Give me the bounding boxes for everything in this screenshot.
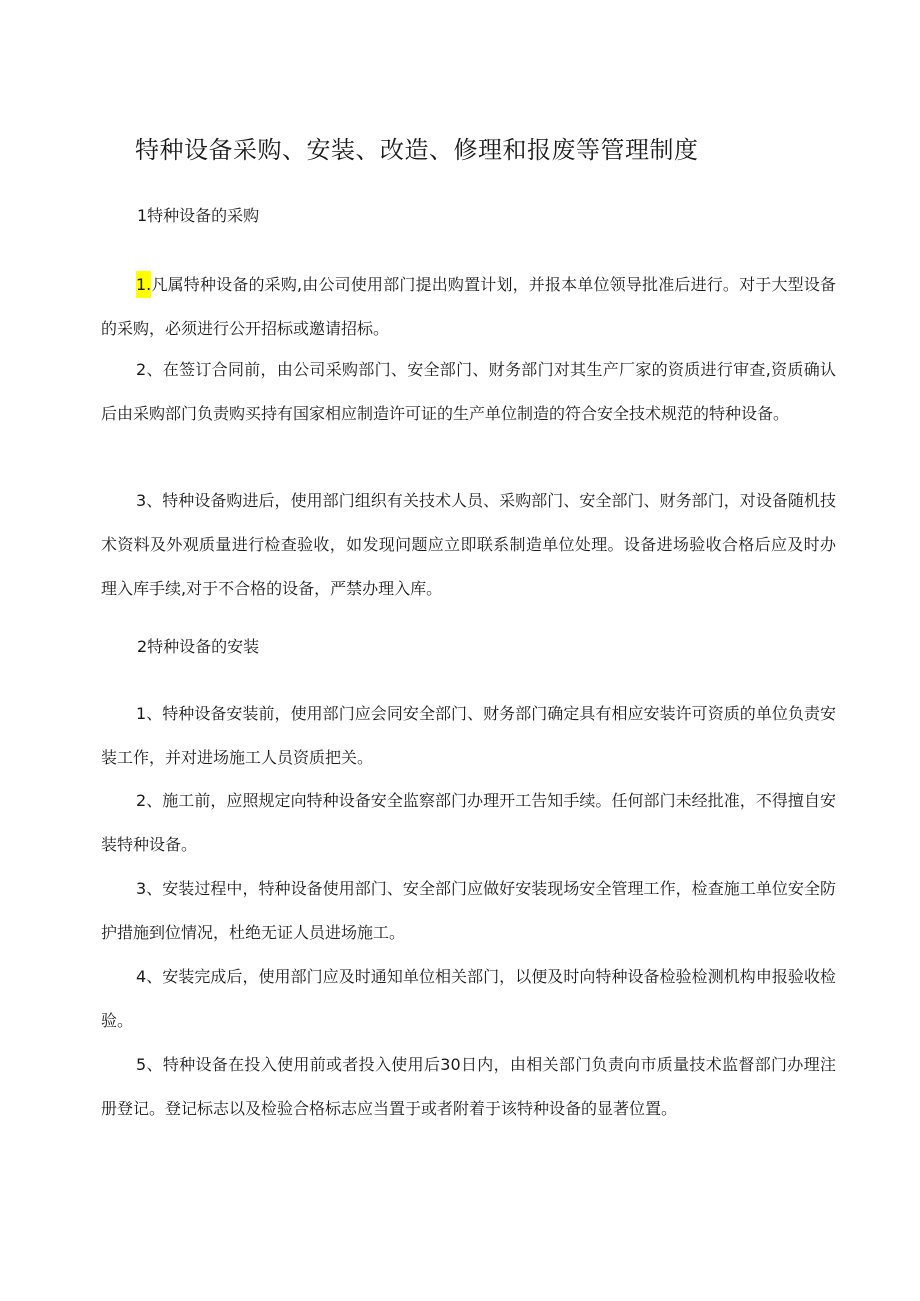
paragraph-installation-3: 3、安装过程中，特种设备使用部门、安全部门应做好安装现场安全管理工作，检查施工单位安全防护措施到位情况，杜绝无证人员进场施工。 (101, 879, 836, 942)
paragraph-installation-1: 1、特种设备安装前，使用部门应会同安全部门、财务部门确定具有相应安装许可资质的单位负责安装工作，并对进场施工人员资质把关。 (101, 704, 836, 767)
paragraph-procurement-2: 2、在签订合同前，由公司采购部门、安全部门、财务部门对其生产厂家的资质进行审查,资质确认后由采购部门负责购买持有国家相应制造许可证的生产单位制造的符合安全技术规范的特种设备。 (101, 360, 836, 423)
paragraph-text: 凡属特种设备的采购,由公司使用部门提出购置计划，并报本单位领导批准后进行。对于大型设备的采购，必须进行公开招标或邀请招标。 (101, 275, 836, 338)
paragraph-procurement-3: 3、特种设备购进后，使用部门组织有关技术人员、采购部门、安全部门、财务部门，对设备随机技术资料及外观质量进行检查验收，如发现问题应立即联系制造单位处理。设备进场验收合格后应及时办理入库手续,对于不合格的设备，严禁办理入库。 (101, 491, 836, 598)
paragraph-installation-5: 5、特种设备在投入使用前或者投入使用后30日内，由相关部门负责向市质量技术监督部门办理注册登记。登记标志以及检验合格标志应当置于或者附着于该特种设备的显著位置。 (101, 1055, 836, 1118)
paragraph-installation-4: 4、安装完成后，使用部门应及时通知单位相关部门，以便及时向特种设备检验检测机构申报验收检验。 (101, 967, 836, 1030)
section-heading-procurement: 1特种设备的采购 (137, 206, 260, 225)
section-heading-installation: 2特种设备的安装 (137, 637, 260, 656)
paragraph-installation-2: 2、施工前，应照规定向特种设备安全监察部门办理开工告知手续。任何部门未经批准，不得擅自安装特种设备。 (101, 791, 836, 854)
document-title: 特种设备采购、安装、改造、修理和报废等管理制度 (135, 136, 699, 164)
paragraph-procurement-1 (101, 263, 836, 351)
highlighted-item-number: 1. (136, 271, 151, 298)
